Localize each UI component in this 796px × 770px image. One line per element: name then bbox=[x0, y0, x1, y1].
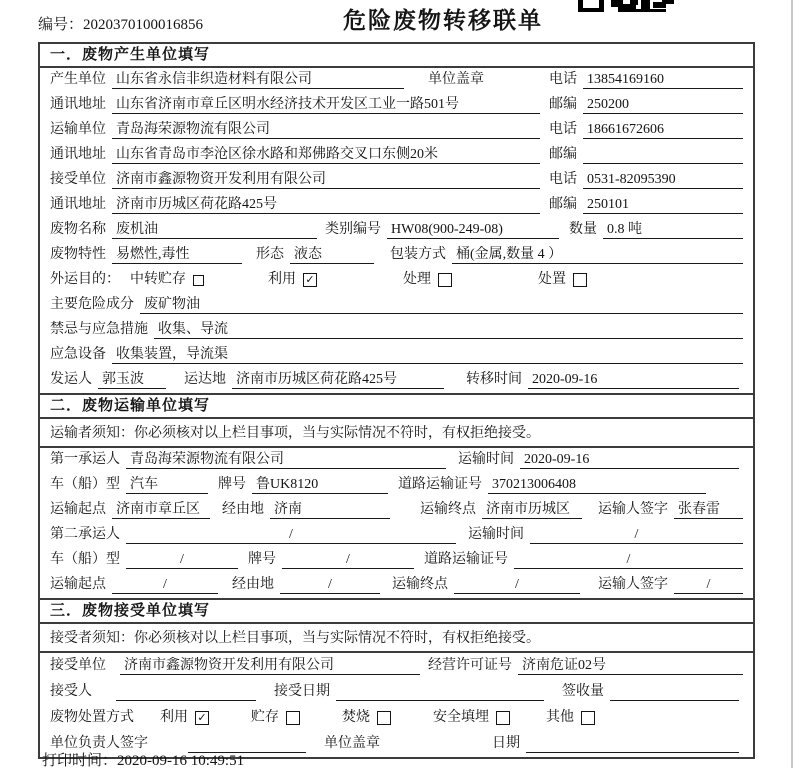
second-road-permit-value: / bbox=[514, 551, 743, 569]
quantity-label: 数量 bbox=[569, 222, 597, 237]
option-label: 利用 bbox=[268, 272, 296, 287]
section-producer bbox=[40, 44, 753, 393]
second-plate-value: / bbox=[282, 551, 414, 569]
serial-value: 2020370100016856 bbox=[83, 17, 204, 33]
recipient-value bbox=[116, 683, 256, 701]
checkbox-unchecked-icon bbox=[438, 273, 452, 287]
purpose-option-transfer-storage bbox=[130, 271, 204, 289]
form-value: 液态 bbox=[290, 246, 374, 264]
endpoint-value: 济南市历城区 bbox=[482, 501, 582, 519]
checkbox-unchecked-icon bbox=[193, 275, 204, 286]
row-transport-unit bbox=[40, 118, 753, 143]
carrier-signature-label: 运输人签字 bbox=[598, 502, 668, 517]
form-label: 形态 bbox=[256, 247, 284, 262]
plate-label: 牌号 bbox=[218, 477, 246, 492]
signed-amount-value bbox=[610, 683, 739, 701]
unit-seal-label: 单位盖章 bbox=[428, 72, 484, 87]
row-emergency-equipment bbox=[40, 343, 753, 368]
traits-label: 废物特性 bbox=[50, 247, 106, 262]
traits-value: 易燃性,毒性 bbox=[112, 246, 242, 264]
manifest-form bbox=[38, 42, 755, 759]
qr-code-fragment bbox=[578, 0, 674, 12]
option-label: 中转贮存 bbox=[130, 272, 186, 287]
equipment-label: 应急设备 bbox=[50, 347, 106, 362]
row-producer-unit bbox=[40, 68, 753, 93]
row-transport-address bbox=[40, 143, 753, 168]
origin-label: 运输起点 bbox=[50, 577, 106, 592]
receiving-unit-label: 接受单位 bbox=[50, 658, 106, 673]
shipper-label: 发运人 bbox=[50, 372, 92, 387]
receiver-notice: 接受者须知：你必须核对以上栏目事项，当与实际情况不符时，有权拒绝接受。 bbox=[40, 624, 753, 653]
equipment-value: 收集装置，导流渠 bbox=[112, 346, 743, 364]
packing-label: 包装方式 bbox=[390, 247, 446, 262]
zip-label: 邮编 bbox=[549, 147, 577, 162]
receive-date-label: 接受日期 bbox=[274, 684, 330, 699]
taboo-value: 收集、导流 bbox=[154, 321, 743, 339]
category-value: HW08(900-249-08) bbox=[387, 221, 559, 239]
address-label: 通讯地址 bbox=[50, 97, 106, 112]
date-label: 日期 bbox=[492, 736, 520, 751]
zip-label: 邮编 bbox=[549, 197, 577, 212]
checkbox-checked-icon: ✓ bbox=[195, 711, 209, 725]
receiver-address-value: 济南市历城区荷花路425号 bbox=[112, 196, 540, 214]
vehicle-type-label: 车（船）型 bbox=[50, 477, 120, 492]
disposal-option-utilize bbox=[160, 709, 209, 727]
row-waste-traits bbox=[40, 243, 753, 268]
serial-label: 编号： bbox=[38, 17, 84, 33]
row-receiving-unit bbox=[40, 653, 753, 679]
print-time-label: 打印时间： bbox=[42, 753, 118, 769]
transporter-address-value: 山东省青岛市李沧区徐水路和郑佛路交叉口东侧20米 bbox=[112, 146, 540, 164]
section3-title: 三．废物接受单位填写 bbox=[40, 600, 753, 624]
disposal-option-incinerate bbox=[342, 709, 391, 727]
second-endpoint-value: / bbox=[454, 576, 580, 594]
signed-amount-label: 签收量 bbox=[562, 684, 604, 699]
row-second-route bbox=[40, 573, 753, 598]
transporter-notice: 运输者须知：你必须核对以上栏目事项，当与实际情况不符时，有权拒绝接受。 bbox=[40, 419, 753, 448]
unit-seal-label: 单位盖章 bbox=[324, 736, 380, 751]
row-transfer-purpose bbox=[40, 268, 753, 293]
phone-label: 电话 bbox=[549, 172, 577, 187]
shipper-value: 郭玉波 bbox=[98, 371, 166, 389]
hazard-value: 废矿物油 bbox=[140, 296, 743, 314]
receiver-zip-value: 250101 bbox=[583, 196, 743, 214]
option-label: 安全填埋 bbox=[433, 710, 489, 725]
purpose-option-treat bbox=[403, 271, 452, 289]
license-label: 经营许可证号 bbox=[428, 658, 512, 673]
disposal-option-storage bbox=[251, 709, 300, 727]
row-receiver-address bbox=[40, 193, 753, 218]
second-carrier-signature-value: / bbox=[674, 576, 743, 594]
option-label: 处置 bbox=[538, 272, 566, 287]
producer-phone-value: 13854169160 bbox=[583, 71, 743, 89]
section1-title: 一．废物产生单位填写 bbox=[40, 44, 753, 68]
transport-time-label: 运输时间 bbox=[458, 452, 514, 467]
scan-edge-line bbox=[791, 0, 793, 768]
transporter-phone-value: 18661672606 bbox=[583, 121, 743, 139]
producer-address-value: 山东省济南市章丘区明水经济技术开发区工业一路501号 bbox=[112, 96, 540, 114]
endpoint-label: 运输终点 bbox=[392, 577, 448, 592]
row-first-carrier bbox=[40, 448, 753, 473]
transport-time-label: 运输时间 bbox=[468, 527, 524, 542]
vehicle-type-value: 汽车 bbox=[126, 476, 208, 494]
waste-name-value: 废机油 bbox=[112, 221, 317, 239]
hazard-label: 主要危险成分 bbox=[50, 297, 134, 312]
disposal-option-other bbox=[546, 709, 595, 727]
disposal-option-landfill bbox=[433, 709, 510, 727]
receive-date-value bbox=[336, 683, 544, 701]
via-value: 济南 bbox=[270, 501, 390, 519]
transporter-zip-value bbox=[583, 146, 743, 164]
purpose-option-dispose bbox=[538, 271, 587, 289]
quantity-value: 0.8 吨 bbox=[603, 221, 743, 239]
first-carrier-label: 第一承运人 bbox=[50, 452, 120, 467]
transporter-value: 青岛海荣源物流有限公司 bbox=[112, 121, 540, 139]
second-origin-value: / bbox=[112, 576, 218, 594]
first-carrier-value: 青岛海荣源物流有限公司 bbox=[126, 451, 446, 469]
address-label: 通讯地址 bbox=[50, 197, 106, 212]
license-value: 济南危证02号 bbox=[518, 657, 743, 675]
row-first-route bbox=[40, 498, 753, 523]
plate-value: 鲁UK8120 bbox=[252, 476, 388, 494]
document-header bbox=[0, 0, 796, 42]
head-signature-label: 单位负责人签字 bbox=[50, 736, 148, 751]
row-second-carrier bbox=[40, 523, 753, 548]
second-via-value: / bbox=[280, 576, 380, 594]
page-title: 危险废物转移联单 bbox=[343, 8, 543, 33]
row-producer-address bbox=[40, 93, 753, 118]
packing-value: 桶(金属,数量 4 ） bbox=[452, 246, 743, 264]
via-label: 经由地 bbox=[222, 502, 264, 517]
second-vehicle-type-value: / bbox=[126, 551, 238, 569]
checkbox-unchecked-icon bbox=[581, 711, 595, 725]
carrier-signature-value: 张春雷 bbox=[674, 501, 743, 519]
vehicle-type-label: 车（船）型 bbox=[50, 552, 120, 567]
row-first-vehicle bbox=[40, 473, 753, 498]
producer-label: 产生单位 bbox=[50, 72, 106, 87]
row-taboo-measures bbox=[40, 318, 753, 343]
section2-title: 二．废物运输单位填写 bbox=[40, 395, 753, 419]
row-receiver-unit bbox=[40, 168, 753, 193]
second-transport-time-value: / bbox=[530, 526, 743, 544]
plate-label: 牌号 bbox=[248, 552, 276, 567]
row-disposal-method bbox=[40, 705, 753, 731]
origin-label: 运输起点 bbox=[50, 502, 106, 517]
second-carrier-value: / bbox=[126, 526, 456, 544]
road-permit-label: 道路运输证号 bbox=[398, 477, 482, 492]
row-recipient bbox=[40, 679, 753, 705]
transfer-date-value: 2020-09-16 bbox=[528, 371, 739, 389]
option-label: 贮存 bbox=[251, 710, 279, 725]
row-shipper bbox=[40, 368, 753, 393]
disposal-method-label: 废物处置方式 bbox=[50, 710, 134, 725]
section-transport bbox=[40, 393, 753, 598]
transport-time-value: 2020-09-16 bbox=[520, 451, 739, 469]
receiver-phone-value: 0531-82095390 bbox=[583, 171, 743, 189]
row-second-vehicle bbox=[40, 548, 753, 573]
print-time bbox=[42, 749, 244, 770]
purpose-label: 外运目的： bbox=[50, 272, 120, 287]
section-receiver bbox=[40, 598, 753, 757]
waste-name-label: 废物名称 bbox=[50, 222, 106, 237]
producer-value: 山东省永信非织造材料有限公司 bbox=[112, 71, 404, 89]
checkbox-unchecked-icon bbox=[286, 711, 300, 725]
checkbox-unchecked-icon bbox=[496, 711, 510, 725]
receiver-value: 济南市鑫源物资开发利用有限公司 bbox=[112, 171, 540, 189]
checkbox-unchecked-icon bbox=[377, 711, 391, 725]
transfer-date-label: 转移时间 bbox=[466, 372, 522, 387]
option-label: 其他 bbox=[546, 710, 574, 725]
taboo-label: 禁忌与应急措施 bbox=[50, 322, 148, 337]
carrier-signature-label: 运输人签字 bbox=[598, 577, 668, 592]
second-carrier-label: 第二承运人 bbox=[50, 527, 120, 542]
transporter-label: 运输单位 bbox=[50, 122, 106, 137]
print-time-value: 2020-09-16 10:49:51 bbox=[117, 753, 245, 769]
producer-zip-value: 250200 bbox=[583, 96, 743, 114]
option-label: 利用 bbox=[160, 710, 188, 725]
road-permit-value: 370213006408 bbox=[488, 476, 706, 494]
checkbox-unchecked-icon bbox=[573, 273, 587, 287]
purpose-option-utilize bbox=[268, 271, 317, 289]
option-label: 焚烧 bbox=[342, 710, 370, 725]
receiving-unit-value: 济南市鑫源物资开发利用有限公司 bbox=[120, 657, 420, 675]
phone-label: 电话 bbox=[549, 122, 577, 137]
row-hazard-component bbox=[40, 293, 753, 318]
zip-label: 邮编 bbox=[549, 97, 577, 112]
category-label: 类别编号 bbox=[325, 222, 381, 237]
address-label: 通讯地址 bbox=[50, 147, 106, 162]
endpoint-label: 运输终点 bbox=[420, 502, 476, 517]
row-waste-name bbox=[40, 218, 753, 243]
recipient-label: 接受人 bbox=[50, 684, 92, 699]
destination-value: 济南市历城区荷花路425号 bbox=[232, 371, 444, 389]
receiver-label: 接受单位 bbox=[50, 172, 106, 187]
date-value bbox=[526, 735, 739, 753]
road-permit-label: 道路运输证号 bbox=[424, 552, 508, 567]
origin-value: 济南市章丘区 bbox=[112, 501, 210, 519]
phone-label: 电话 bbox=[549, 72, 577, 87]
destination-label: 运达地 bbox=[184, 372, 226, 387]
via-label: 经由地 bbox=[232, 577, 274, 592]
checkbox-checked-icon: ✓ bbox=[303, 273, 317, 287]
option-label: 处理 bbox=[403, 272, 431, 287]
